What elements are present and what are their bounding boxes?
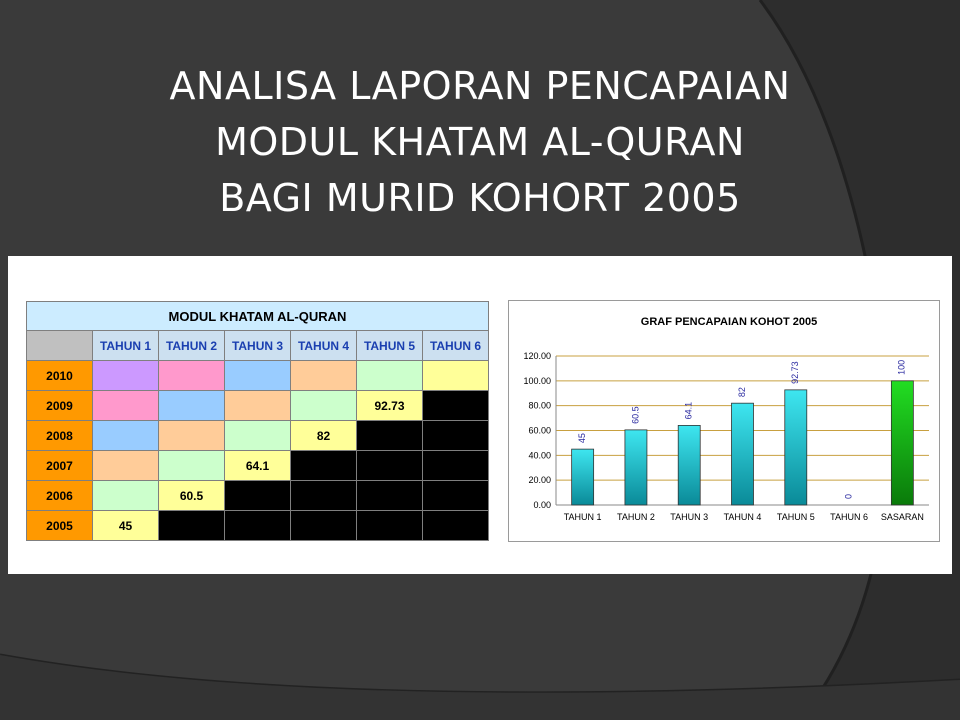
table-row <box>27 391 489 421</box>
data-label: 0 <box>843 493 854 499</box>
table-row <box>27 451 489 481</box>
table-row <box>27 511 489 541</box>
empty-cell <box>291 451 357 481</box>
table-title: MODUL KHATAM AL-QURAN <box>27 302 489 331</box>
empty-cell <box>225 511 291 541</box>
table-row <box>27 421 489 451</box>
column-header: TAHUN 1 <box>93 331 159 361</box>
color-cell <box>225 391 291 421</box>
y-tick-label: 0.00 <box>533 500 551 510</box>
value-cell: 64.1 <box>225 451 291 481</box>
table-header-row <box>27 331 489 361</box>
row-year-label: 2006 <box>27 481 93 511</box>
color-cell <box>291 361 357 391</box>
color-cell <box>159 451 225 481</box>
color-cell <box>225 361 291 391</box>
value-cell: 60.5 <box>159 481 225 511</box>
data-label: 82 <box>736 387 747 398</box>
data-label: 64.1 <box>683 401 694 420</box>
empty-cell <box>159 511 225 541</box>
empty-cell <box>423 391 489 421</box>
bar <box>732 403 754 505</box>
achievement-table <box>26 301 489 541</box>
color-cell <box>93 391 159 421</box>
value-cell: 45 <box>93 511 159 541</box>
data-label: 100 <box>896 359 907 375</box>
slide-title-line-2: MODUL KHATAM AL-QURAN <box>215 120 745 164</box>
color-cell <box>93 451 159 481</box>
data-label: 92.73 <box>790 361 801 384</box>
x-tick-label: SASARAN <box>880 512 924 522</box>
column-header: TAHUN 5 <box>357 331 423 361</box>
value-cell: 92.73 <box>357 391 423 421</box>
row-year-label: 2009 <box>27 391 93 421</box>
slide-title <box>0 58 960 226</box>
chart-title: GRAF PENCAPAIAN KOHOT 2005 <box>640 316 818 328</box>
row-year-label: 2005 <box>27 511 93 541</box>
column-header: TAHUN 4 <box>291 331 357 361</box>
color-cell <box>225 421 291 451</box>
empty-cell <box>357 511 423 541</box>
value-cell: 82 <box>291 421 357 451</box>
table-row <box>27 361 489 391</box>
empty-cell <box>357 451 423 481</box>
data-label: 60.5 <box>630 406 641 424</box>
row-year-label: 2007 <box>27 451 93 481</box>
bar <box>572 449 594 505</box>
bar-chart <box>508 300 940 542</box>
empty-cell <box>423 421 489 451</box>
bar <box>785 390 807 505</box>
empty-cell <box>423 511 489 541</box>
color-cell <box>93 421 159 451</box>
column-header: TAHUN 3 <box>225 331 291 361</box>
row-year-label: 2008 <box>27 421 93 451</box>
color-cell <box>159 391 225 421</box>
x-tick-label: TAHUN 4 <box>723 512 762 522</box>
column-header: TAHUN 6 <box>423 331 489 361</box>
slide-title-line-3: BAGI MURID KOHORT 2005 <box>219 176 741 220</box>
color-cell <box>423 361 489 391</box>
empty-cell <box>291 481 357 511</box>
y-tick-label: 60.00 <box>528 425 551 436</box>
color-cell <box>357 361 423 391</box>
bar <box>891 381 913 505</box>
table-row <box>27 481 489 511</box>
bar <box>678 425 700 505</box>
slide-title-line-1: ANALISA LAPORAN PENCAPAIAN <box>169 64 791 108</box>
empty-cell <box>225 481 291 511</box>
x-tick-label: TAHUN 1 <box>563 512 602 522</box>
column-header: TAHUN 2 <box>159 331 225 361</box>
color-cell <box>93 481 159 511</box>
color-cell <box>159 361 225 391</box>
table-corner <box>27 331 93 361</box>
x-tick-label: TAHUN 2 <box>617 512 655 522</box>
row-year-label: 2010 <box>27 361 93 391</box>
y-tick-label: 20.00 <box>528 475 551 486</box>
empty-cell <box>423 451 489 481</box>
y-tick-label: 100.00 <box>523 375 551 386</box>
empty-cell <box>291 511 357 541</box>
y-tick-label: 40.00 <box>528 450 551 461</box>
color-cell <box>291 391 357 421</box>
empty-cell <box>423 481 489 511</box>
x-tick-label: TAHUN 5 <box>776 512 815 522</box>
y-tick-label: 80.00 <box>528 400 551 411</box>
x-tick-label: TAHUN 3 <box>670 512 709 522</box>
y-tick-label: 120.00 <box>523 351 551 361</box>
empty-cell <box>357 421 423 451</box>
x-tick-label: TAHUN 6 <box>830 512 868 522</box>
bar <box>625 430 647 505</box>
data-label: 45 <box>577 433 588 444</box>
empty-cell <box>357 481 423 511</box>
bar-chart-svg <box>509 301 939 541</box>
color-cell <box>93 361 159 391</box>
color-cell <box>159 421 225 451</box>
